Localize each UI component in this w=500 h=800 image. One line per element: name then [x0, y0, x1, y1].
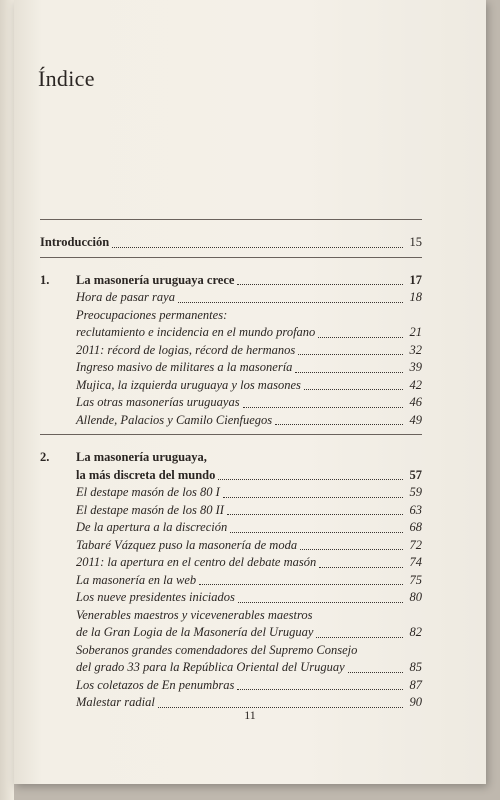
dot-leader — [238, 602, 403, 603]
toc-page-number: 68 — [409, 520, 422, 534]
toc-entry — [40, 502, 422, 520]
dot-leader — [237, 284, 403, 285]
dot-leader — [298, 354, 403, 355]
dot-leader — [199, 584, 403, 585]
toc-entry-label: 2011: récord de logias, récord de hermanos — [76, 342, 296, 357]
dot-leader — [112, 247, 403, 248]
dot-leader — [275, 424, 403, 425]
page-number-footer: 11 — [244, 708, 256, 722]
book-binding-edge — [0, 0, 14, 800]
dot-leader — [304, 389, 403, 390]
toc-entry — [40, 624, 422, 642]
book-page — [14, 0, 486, 784]
toc-page-number: 80 — [409, 590, 422, 604]
toc-entry — [40, 677, 422, 695]
toc-page-number: 72 — [409, 537, 422, 552]
toc-page-number: 90 — [409, 695, 422, 709]
toc-page-number: 49 — [409, 412, 422, 427]
toc-page-number: 57 — [409, 467, 422, 482]
toc-page-number: 17 — [409, 272, 422, 287]
toc-page-number: 59 — [409, 485, 422, 499]
toc-page-number: 39 — [409, 360, 422, 374]
toc-entry-label: Hora de pasar raya — [76, 290, 175, 304]
section-title: La masonería uruguaya, — [76, 450, 207, 464]
toc-page-number: 82 — [409, 625, 422, 639]
toc-entry-label: Ingreso masivo de militares a la masonería — [76, 360, 293, 374]
toc-entry-label: del grado 33 para la República Oriental del Uruguay — [76, 660, 345, 674]
toc-entry — [40, 342, 422, 360]
toc-entry-label: de la Gran Logia de la Masonería del Uruguay — [76, 625, 314, 639]
toc-page-number: 15 — [409, 235, 422, 249]
dot-leader — [178, 302, 403, 303]
toc-entry-first-line: Venerables maestros y vicevenerables maestros — [76, 607, 313, 622]
toc-entry — [40, 289, 422, 307]
toc-page-number: 32 — [409, 342, 422, 357]
toc-page-number: 74 — [409, 555, 422, 569]
dot-leader — [223, 497, 403, 498]
dot-leader — [227, 514, 403, 515]
toc-entry — [40, 377, 422, 395]
dot-leader — [300, 549, 403, 550]
toc-entry-label: Introducción — [40, 235, 110, 249]
toc-entry — [40, 572, 422, 590]
section-number: 1. — [40, 272, 50, 287]
dot-leader — [295, 372, 403, 373]
toc-entry-label: Malestar radial — [76, 695, 155, 709]
toc-entry-first-line: Preocupaciones permanentes: — [76, 307, 228, 322]
toc-entry-label: La masonería en la web — [76, 572, 197, 587]
toc-page-number: 42 — [409, 377, 422, 392]
toc-page-number: 18 — [409, 290, 422, 304]
toc-entry-label: reclutamiento e incidencia en el mundo profano — [76, 325, 316, 339]
toc-entry-label: Mujica, la izquierda uruguaya y los masones — [76, 377, 301, 392]
dot-leader — [319, 567, 403, 568]
toc-entry-label: Los coletazos de En penumbras — [76, 677, 235, 692]
toc-entry-label: De la apertura a la discreción — [76, 520, 228, 534]
toc-entry — [40, 537, 422, 555]
toc-section-heading — [40, 272, 422, 290]
section-title: La masonería uruguaya crece — [76, 272, 235, 287]
dot-leader — [318, 337, 403, 338]
page-title: Índice — [38, 66, 95, 91]
table-of-contents — [40, 214, 422, 712]
toc-entry — [40, 659, 422, 677]
toc-entry-label: Allende, Palacios y Camilo Cienfuegos — [76, 412, 273, 427]
toc-entry — [40, 484, 422, 502]
toc-entry-label: 2011: la apertura en el centro del debate masón — [76, 555, 317, 569]
toc-entry-label: Los nueve presidentes iniciados — [76, 590, 235, 604]
section-title-line2: la más discreta del mundo — [76, 467, 216, 482]
dot-leader — [316, 637, 403, 638]
toc-entry — [40, 324, 422, 342]
toc-entry — [40, 394, 422, 412]
toc-entry — [40, 554, 422, 572]
toc-entry-intro — [40, 234, 422, 252]
toc-entry — [40, 519, 422, 537]
toc-entry — [40, 359, 422, 377]
toc-page-number: 75 — [409, 572, 422, 587]
dot-leader — [237, 689, 403, 690]
dot-leader — [348, 672, 403, 673]
dot-leader — [243, 407, 403, 408]
dot-leader — [230, 532, 403, 533]
toc-entry-label: El destape masón de los 80 I — [76, 485, 220, 499]
section-heading-first-line — [40, 449, 422, 467]
dot-leader — [218, 479, 403, 480]
toc-entry-label: Las otras masonerías uruguayas — [76, 395, 240, 409]
toc-entry-label: Tabaré Vázquez puso la masonería de moda — [76, 537, 298, 552]
toc-entry — [40, 412, 422, 430]
toc-page-number: 85 — [409, 660, 422, 674]
toc-entry-first-line: Soberanos grandes comendadores del Supremo Consejo — [76, 642, 358, 657]
toc-section-heading — [40, 467, 422, 485]
toc-page-number: 63 — [409, 502, 422, 517]
toc-entry — [40, 589, 422, 607]
toc-page-number: 87 — [409, 677, 422, 692]
section-number: 2. — [40, 450, 50, 464]
toc-page-number: 21 — [409, 325, 422, 339]
toc-entry-label: El destape masón de los 80 II — [76, 502, 224, 517]
toc-page-number: 46 — [409, 395, 422, 409]
